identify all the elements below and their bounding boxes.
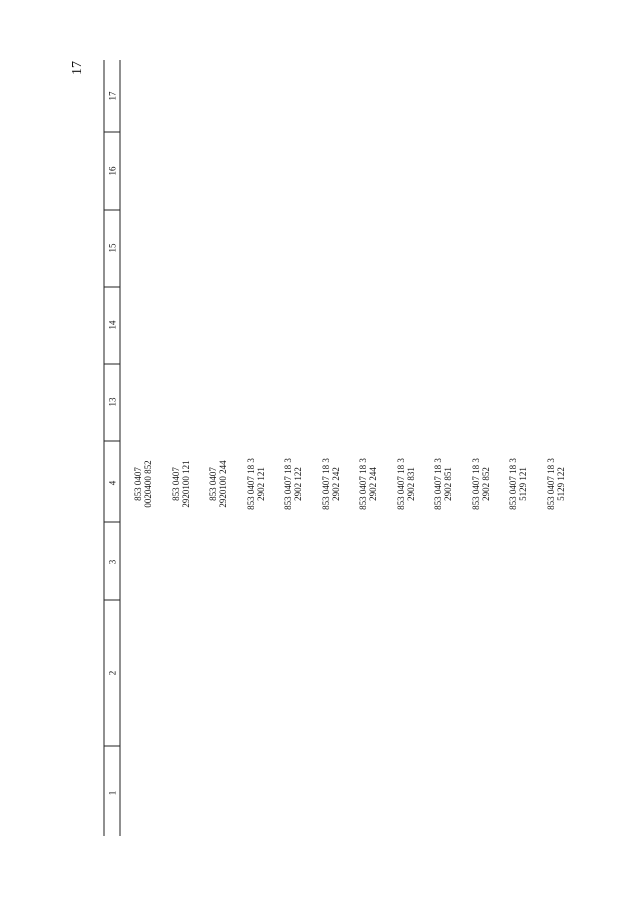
code-line-1: 853 0407 18 3 [433, 458, 443, 510]
code-line-1: 853 0407 18 3 [245, 458, 256, 510]
code-line-2: 0020400 852 [143, 460, 153, 508]
code-entry [208, 460, 228, 507]
code-entry [358, 458, 378, 510]
code-entry [508, 458, 528, 510]
code-entry [171, 460, 191, 507]
column-header-3: 3 [107, 559, 118, 565]
code-line-2: 2902 831 [405, 467, 416, 501]
code-line-2: 2920100 121 [180, 460, 191, 508]
code-line-1: 853 0407 18 3 [470, 458, 481, 510]
column-header-15: 15 [107, 243, 118, 253]
code-line-2: 2902 851 [443, 467, 453, 501]
code-line-2: 2902 242 [330, 467, 341, 501]
column-header-1: 1 [107, 790, 118, 796]
code-line-1: 853 0407 18 3 [358, 458, 368, 510]
code-entry [433, 458, 453, 510]
column-header-2: 2 [107, 670, 118, 676]
code-entry [471, 458, 491, 510]
code-line-2: 2902 121 [255, 467, 266, 501]
code-line-2: 2902 122 [293, 467, 303, 501]
code-line-2: 5129 121 [518, 467, 528, 501]
code-entry [133, 460, 153, 507]
code-line-2: 2902 852 [480, 467, 491, 501]
column-header-13: 13 [107, 397, 118, 407]
column-header-4: 4 [107, 480, 118, 486]
code-entry [283, 458, 303, 510]
code-line-1: 853 0407 18 3 [395, 458, 406, 510]
code-line-1: 853 0407 18 3 [508, 458, 518, 510]
code-line-2: 2902 244 [368, 467, 378, 501]
code-line-1: 853 0407 18 3 [283, 458, 293, 510]
code-entry [546, 458, 566, 510]
code-entry [246, 458, 266, 510]
code-line-1: 853 0407 [133, 467, 143, 501]
column-header-16: 16 [107, 166, 118, 176]
code-entry [396, 458, 416, 510]
column-header-14: 14 [107, 320, 118, 330]
page-number: 17 [70, 61, 85, 75]
code-line-1: 853 0407 18 3 [320, 458, 331, 510]
code-entry [321, 458, 341, 510]
code-line-2: 2920100 244 [218, 460, 228, 508]
code-line-1: 853 0407 [170, 467, 181, 501]
code-line-2: 5129 122 [555, 467, 566, 501]
column-header-17: 17 [107, 91, 118, 101]
code-line-1: 853 0407 18 3 [545, 458, 556, 510]
code-line-1: 853 0407 [208, 467, 218, 501]
